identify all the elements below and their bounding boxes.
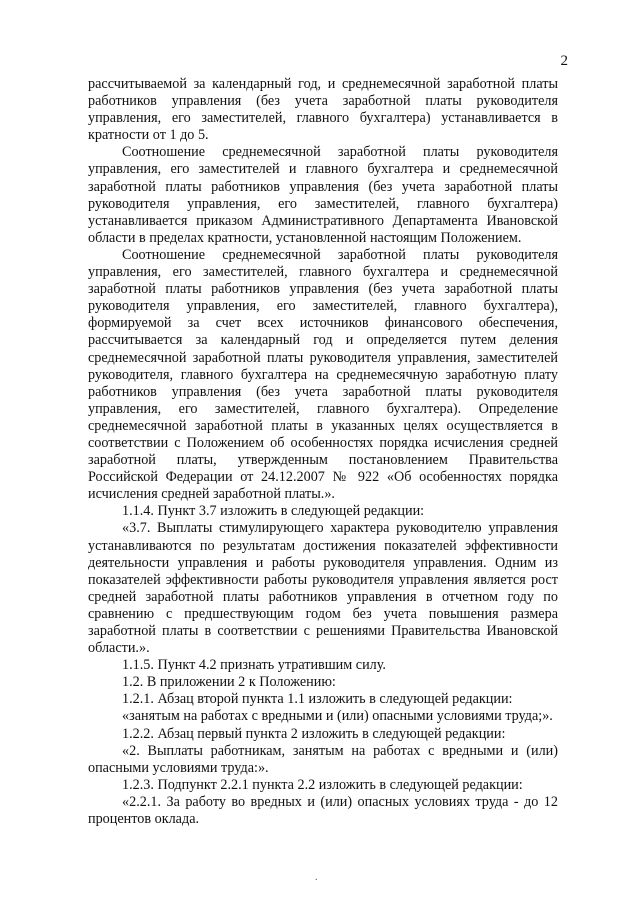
paragraph-3: Соотношение среднемесячной заработной платы руководителя управления, его заместителей, главного бухгалтера и среднемесячной заработной платы работников управления (без учета заработной платы руководителя управления, его заместителей, главного бухгалтера), формируемой за счет всех источников финансового обеспечения, рассчитывается за календарный год и определяется путем деления среднемесячной заработной платы руководителя управления, заместителей руководителя, главного бухгалтера на среднемесячную заработную плату работников управления (без учета заработной платы руководителя управления, его заместителей, главного бухгалтера). Определение среднемесячной заработной платы в указанных целях осуществляется в соответствии с Положением об особенностях порядка исчисления средней заработной платы, утвержденным постановлением Правительства Российской Федерации от 24.12.2007 № 922 «Об особенностях порядка исчисления средней заработной платы.». bbox=[88, 246, 558, 503]
page-number: 2 bbox=[560, 53, 568, 69]
paragraph-12: 1.2.3. Подпункт 2.2.1 пункта 2.2 изложить в следующей редакции: bbox=[122, 776, 523, 793]
paragraph-8: 1.2.1. Абзац второй пункта 1.1 изложить в следующей редакции: bbox=[122, 691, 513, 708]
paragraph-13: «2.2.1. За работу во вредных и (или) опасных условиях труда - до 12 процентов оклада. bbox=[88, 793, 558, 828]
footer-mark: . bbox=[315, 872, 318, 883]
paragraph-5: «3.7. Выплаты стимулирующего характера руководителю управления устанавливаются по результатам достижения показателей эффективности деятельности управления и работы руководителя управления. Одним из показателей эффективности работы руководителя управления является рост средней заработной платы работников управления в отчетном году по сравнению с предшествующим годом без учета повышения размера заработной платы в соответствии с решениями Правительства Ивановской области.». bbox=[88, 520, 558, 657]
paragraph-2: Соотношение среднемесячной заработной платы руководителя управления, его заместителей и главного бухгалтера и среднемесячной заработной платы работников управления (без учета заработной платы руководителя управления, его заместителей, главного бухгалтера) устанавливается приказом Административного Департамента Ивановской области в пределах кратности, установленной настоящим Положением. bbox=[88, 144, 558, 246]
paragraph-1: рассчитываемой за календарный год, и среднемесячной заработной платы работников управления (без учета заработной платы руководителя управления, его заместителей, главного бухгалтера) устанавливается в кратности от 1 до 5. bbox=[88, 76, 558, 144]
paragraph-4: 1.1.4. Пункт 3.7 изложить в следующей редакции: bbox=[122, 503, 425, 520]
paragraph-7: 1.2. В приложении 2 к Положению: bbox=[122, 674, 336, 691]
paragraph-10: 1.2.2. Абзац первый пункта 2 изложить в следующей редакции: bbox=[122, 725, 506, 742]
paragraph-11: «2. Выплаты работникам, занятым на работах с вредными и (или) опасными условиями труда:». bbox=[88, 742, 558, 776]
document-body bbox=[88, 76, 558, 828]
paragraph-9: «занятым на работах с вредными и (или) опасными условиями труда;». bbox=[122, 708, 553, 725]
paragraph-6: 1.1.5. Пункт 4.2 признать утратившим силу. bbox=[122, 657, 386, 674]
